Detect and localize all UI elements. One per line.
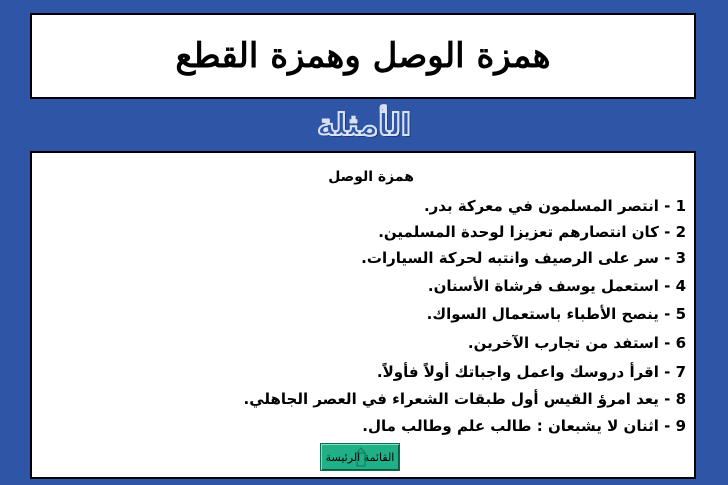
example-text: - سر على الرصيف وانتبه لحركة السيارات. — [361, 249, 671, 267]
slide-title-box — [30, 13, 696, 99]
example-text: - استعمل يوسف فرشاة الأسنان. — [427, 277, 671, 295]
list-item — [427, 301, 686, 327]
list-item — [378, 219, 686, 245]
example-text: - اقرأ دروسك واعمل واجباتك أولاً فأولاً. — [376, 363, 671, 381]
example-text: - اثنان لا يشبعان : طالب علم وطالب مال. — [362, 417, 671, 435]
example-text: - ينصح الأطباء باستعمال السواك. — [426, 305, 671, 323]
list-item — [428, 273, 686, 299]
example-number: 2 — [675, 223, 686, 241]
list-item — [244, 386, 686, 412]
examples-panel — [30, 151, 696, 479]
example-text: - انتصر المسلمون في معركة بدر. — [423, 197, 671, 215]
example-number: 9 — [675, 417, 686, 435]
example-number: 7 — [675, 363, 686, 381]
home-menu-label: القائمة الرئيسة — [325, 450, 395, 464]
section-title: همزة الوصل — [328, 169, 414, 185]
slide-title: همزة الوصل وهمزة القطع — [175, 36, 551, 76]
example-number: 5 — [675, 305, 686, 323]
examples-banner — [0, 106, 728, 144]
example-text: - كان انتصارهم تعزيزا لوحدة المسلمين. — [378, 223, 671, 241]
home-menu-button[interactable] — [320, 443, 400, 471]
list-item — [362, 413, 686, 439]
example-number: 1 — [675, 197, 686, 215]
example-number: 3 — [675, 249, 686, 267]
list-item — [361, 245, 686, 271]
example-number: 8 — [675, 390, 686, 408]
example-text: - يعد امرؤ القيس أول طبقات الشعراء في العصر الجاهلي. — [243, 390, 671, 408]
example-number: 4 — [675, 277, 686, 295]
list-item — [377, 359, 686, 385]
example-text: - استفد من تجارب الآخرين. — [467, 334, 671, 352]
list-item — [424, 193, 686, 219]
examples-banner-text: الأمثلة — [316, 107, 412, 143]
example-number: 6 — [675, 334, 686, 352]
home-icon — [355, 447, 367, 467]
list-item — [468, 330, 686, 356]
